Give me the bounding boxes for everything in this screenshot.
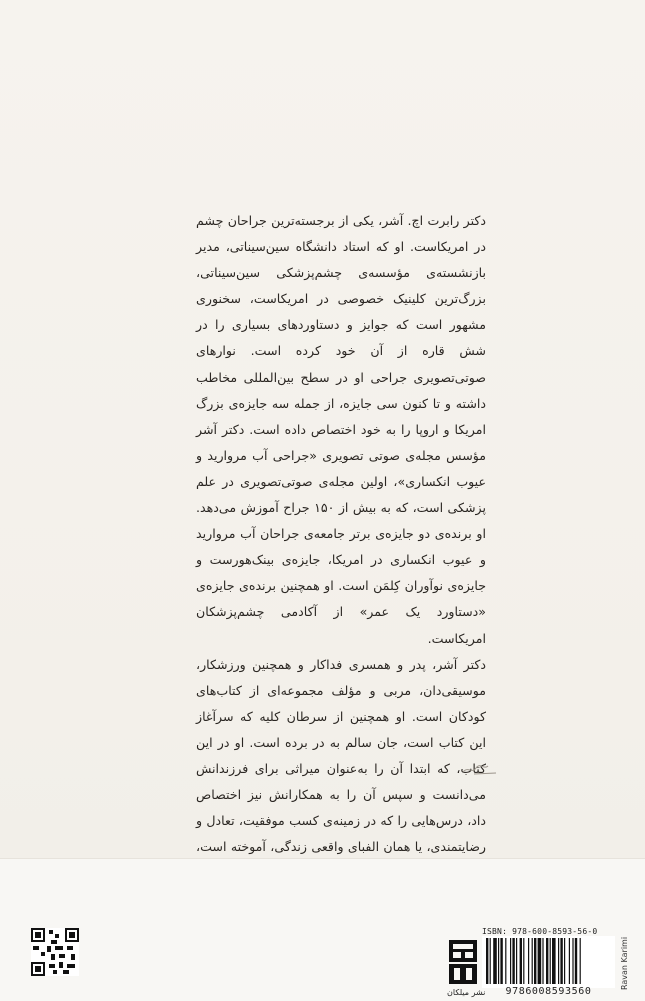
author-bio [196,208,486,886]
barcode-bar [510,938,511,984]
barcode-bar [512,938,514,984]
barcode-bar [538,938,542,984]
qr-code-icon [31,928,79,976]
barcode-bar [546,938,548,984]
barcode-bar [520,938,522,984]
bio-paragraph-2: دکتر آشر، پدر و همسری فداکار و همچنین ورزشکار، موسیقی‌دان، مربی و مؤلف مجموعه‌ای از کتاب‌های کودکان است. او همچنین از سرطان کلیه که سرآغاز این کتاب است، جان سالم به در برده است. او در این کتاب، که ابتدا آن را به‌عنوان میراثی برای فرزندانش می‌دانست و سپس آن را به همکارانش نیز اختصاص داد، درس‌هایی را که در زمینه‌ی کسب موفقیت، تعادل و رضایتمندی، یا همان الفبای واقعی زندگی، آموخته است، [196,656,486,855]
barcode-bar [558,938,559,984]
barcode-bar [580,938,581,984]
publisher-name: نشر میلکان [447,988,486,997]
barcode-bar [493,938,497,984]
barcode-bar [550,938,551,984]
barcode-bar [542,938,543,984]
designer-credit: Ravan Karimi [620,936,629,990]
barcode-bar [500,938,502,984]
isbn-label: ISBN: 978-600-8593-56-0 [482,927,598,936]
barcode [482,936,615,988]
barcode-bar [516,938,517,984]
barcode-bar [486,938,488,984]
publisher-logo-icon [447,938,479,988]
bio-paragraph-1: دکتر رابرت اچ. آشر، یکی از برجسته‌ترین جراحان چشم در امریکاست. او که استاد دانشگاه سین‌سیناتی، مدیر بازنشسته‌ی مؤسسه‌ی چشم‌پزشکی سین‌سیناتی، بزرگ‌ترین کلینیک خصوصی در امریکاست، سخنوری مشهور است که جوایز و دستاوردهای بسیاری را در شش قاره از آن خود کرده است. نوارهای صوتی‌تصویری جراحی او در سطح بین‌المللی مخاطب داشته و تا کنون سی جایزه، از جمله سه جایزه‌ی بزرگ امریکا و اروپا را به خود اختصاص داده است. دکتر آشر مؤسس مجله‌ی صوتی تصویری «جراحی آب مروارید و عیوب انکساری»، اولین مجله‌ی صوتی‌تصویری در علم پزشکی است، که به بیش از ۱۵۰ جراح آموزش می‌دهد. او برنده‌ی دو جایزه‌ی برتر جامعه‌ی جراحان آب مروارید و عیوب انکساری در امریکا، جایزه‌ی بینک‌هورست و جایزه‌ی نوآوران کِلمَن است. او همچنین برنده‌ی جایزه‌ی «دستاورد یک عمر» از آکادمی چشم‌پزشکان امریکاست. [196,213,487,646]
barcode-bar [498,938,499,984]
barcode-bar [552,938,556,984]
signature-mark-icon [460,760,500,778]
barcode-bar [490,938,491,984]
barcode-bar [564,938,565,984]
barcode-bar [575,938,577,984]
barcode-bar [523,938,524,984]
barcode-bar [505,938,506,984]
barcode-bar [528,938,529,984]
barcode-bar [532,938,533,984]
barcode-bar [560,938,562,984]
barcode-digits: 9786008593560 [505,986,592,997]
barcode-bar [534,938,536,984]
barcode-bar [569,938,570,984]
barcode-bar [572,938,573,984]
